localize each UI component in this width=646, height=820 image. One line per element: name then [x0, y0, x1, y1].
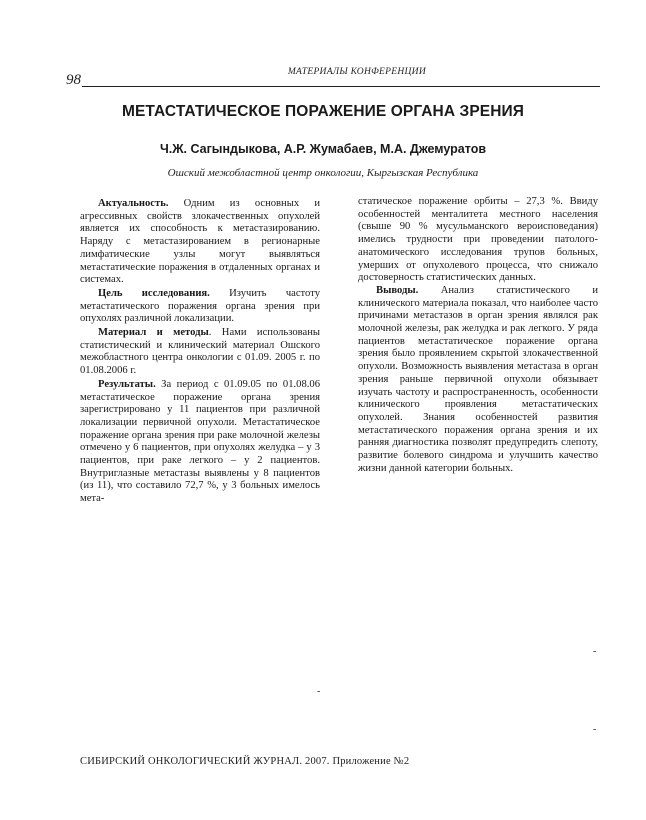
relevance-label: Актуальность.: [98, 198, 169, 209]
article-authors: Ч.Ж. Сагындыкова, А.Р. Жумабаев, М.А. Джемуратов: [159, 142, 487, 156]
stray-mark: -: [593, 724, 597, 735]
header-rule: [82, 86, 600, 87]
relevance-paragraph: [80, 198, 320, 287]
journal-footer: СИБИРСКИЙ ОНКОЛОГИЧЕСКИЙ ЖУРНАЛ. 2007. Приложение №2: [80, 756, 410, 767]
article-title: МЕТАСТАТИЧЕСКОЕ ПОРАЖЕНИЕ ОРГАНА ЗРЕНИЯ: [121, 103, 524, 120]
conclusions-text: Анализ статистического и клинического материала показал, что наиболее часто причинами метастазов в орган зрения являлся рак молочной железы, рак желудка и рак легкого. У ряда пациентов метастатическое поражение органа зрения было проявлением скрытой злокачественной опухоли. Возможность выявления метастаза в орган зрения раньше первичной опухоли обязывает изучать частоту и распространенность, особенности клинического проявления метастатических опухолей. Знания особенностей развития метастатического поражения органа зрения и их ранняя диагностика позволят предупредить слепоту, развитие болевого синдрома и улучшить качество жизни данной категории больных.: [358, 284, 598, 474]
stray-mark: -: [593, 646, 597, 657]
running-head: МАТЕРИАЛЫ КОНФЕРЕНЦИИ: [287, 67, 426, 77]
relevance-text: Одним из основных и агрессивных свойств злокачественных опухолей является их способность к метастазированию. Наряду с метастазированием в регионарные лимфатические узлы могут выявляться метастатические поражения в отдаленных органах и системах.: [80, 198, 320, 286]
conclusions-paragraph: [358, 285, 598, 476]
methods-paragraph: [80, 327, 320, 378]
page-number: 98: [66, 72, 81, 88]
article-affiliation: Ошский межобластной центр онкологии, Кыргызская Республика: [167, 167, 479, 179]
results-continuation: статическое поражение орбиты – 27,3 %. Ввиду особенностей менталитета местного населения (свыше 90 % мусульманского вероисповедания) имелись трудности при проведении патолого-анатомического исследования трупов больных, умерших от опухолевого процесса, что снижало достоверность статистических данных.: [358, 196, 598, 284]
results-paragraph: [80, 379, 320, 506]
aim-text: Изучить частоту метастатического поражения органа зрения при опухолях различной локализации.: [80, 287, 320, 325]
methods-label: Материал и методы: [98, 327, 209, 339]
conclusions-label: Выводы.: [376, 284, 419, 296]
right-column: [358, 196, 598, 475]
results-label: Результаты.: [98, 378, 156, 390]
left-column: [80, 198, 320, 506]
methods-text: . Нами использованы статистический и клинический материал Ошского межобластного центра онкологии с 01.09. 2005 г. по 01.08.2006 г.: [80, 327, 320, 377]
results-text: За период с 01.09.05 по 01.08.06 метастатическое поражение органа зрения зарегистрировано у 11 пациентов при различной локализации первичной опухоли. Метастатическое поражение органа зрения при раке молочной железы отмечено у 6 пациентов, при опухолях желудка – у 3 пациентов, при раке легкого – у 2 пациентов. Внутриглазные метастазы выявлены у 8 пациентов (из 11), что составило 72,7 %, у 3 больных имелось мета-: [80, 378, 320, 505]
aim-label: Цель исследования.: [98, 287, 210, 299]
stray-mark: -: [317, 686, 321, 697]
aim-paragraph: [80, 288, 320, 326]
